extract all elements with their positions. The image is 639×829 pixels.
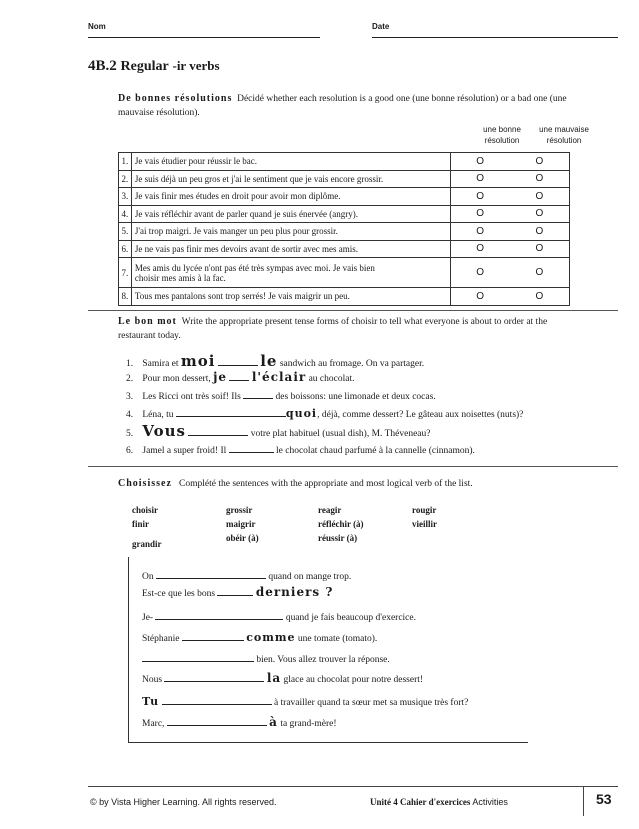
answer-blank[interactable] xyxy=(155,609,283,620)
answer-blank[interactable] xyxy=(229,442,274,453)
resolution-text: Je vais réfléchir avant de parler quand je suis énervée (angry). xyxy=(131,205,450,223)
name-label: Nom xyxy=(88,22,106,31)
list-item: 1. Samira et moi le sandwich au fromage. On va partager. xyxy=(126,352,425,370)
verb-column: grossir maigrir obéir (à) xyxy=(226,505,259,543)
answer-blank[interactable] xyxy=(162,694,272,705)
radio-bad[interactable]: O xyxy=(510,188,570,206)
list-item: 4. Léna, tu quoi, déjà, comme dessert? Le gâteau aux noisettes (nuts)? xyxy=(126,407,524,420)
handwritten-answer: quoi xyxy=(285,407,318,420)
answer-blank[interactable] xyxy=(182,630,244,641)
list-item: Est-ce que les bons derniers ? xyxy=(142,585,334,599)
section3-text: Complété the sentences with the appropriate and most logical verb of the list. xyxy=(179,479,473,489)
lesson-heading xyxy=(88,58,220,75)
table-row xyxy=(119,188,570,206)
list-item: 6. Jamel a super froid! Il le chocolat chaud parfumé à la cannelle (cinnamon). xyxy=(126,442,475,456)
col-good-header: une bonne résolution xyxy=(483,125,521,145)
table-row xyxy=(119,153,570,171)
row-number: 2. xyxy=(119,170,132,188)
handwritten-answer: Tu xyxy=(142,695,160,708)
radio-bad[interactable]: O xyxy=(510,223,570,241)
page-number: 53 xyxy=(596,791,612,807)
radio-good[interactable]: O xyxy=(450,205,510,223)
section2-text: Write the appropriate present tense forms of choisir to tell what everyone is about to order at the restaurant today. xyxy=(118,317,548,341)
handwritten-answer: le xyxy=(260,352,278,370)
radio-bad[interactable]: O xyxy=(510,288,570,306)
handwritten-answer: la xyxy=(266,671,282,685)
radio-bad[interactable]: O xyxy=(510,205,570,223)
footer-book: Unité 4 Cahier d'exercices Activities xyxy=(370,797,508,807)
verb-column: choisir finir grandir xyxy=(132,505,162,549)
row-number: 8. xyxy=(119,288,132,306)
row-number: 4. xyxy=(119,205,132,223)
row-number: 6. xyxy=(119,240,132,258)
resolution-text: Tous mes pantalons sont trop serrés! Je vais maigrir un peu. xyxy=(131,288,450,306)
radio-good[interactable]: O xyxy=(450,240,510,258)
list-item: Nous la glace au chocolat pour notre dessert! xyxy=(142,671,424,685)
handwritten-answer: derniers ? xyxy=(255,585,334,599)
table-row xyxy=(119,205,570,223)
lesson-number: 4B.2 xyxy=(88,58,117,74)
list-item: 2. Pour mon dessert, je l'éclair au chocolat. xyxy=(126,370,355,384)
handwritten-answer: Vous xyxy=(142,422,186,440)
date-label: Date xyxy=(372,22,390,31)
lesson-title: Regular xyxy=(120,59,169,74)
resolution-text: Je vais étudier pour réussir le bac. xyxy=(131,153,450,171)
section1-title: De bonnes résolutions xyxy=(118,93,233,104)
section3-title: Choisissez xyxy=(118,478,172,489)
resolution-text: Mes amis du lycée n'ont pas été très sympas avec moi. Je vais bien choisir mes amis à la fac. xyxy=(131,258,450,288)
list-item: Je- quand je fais beaucoup d'exercice. xyxy=(142,609,416,623)
verb-column: rougir vieillir xyxy=(412,505,437,529)
answer-blank[interactable] xyxy=(176,406,286,417)
list-item: On quand on mange trop. xyxy=(142,568,351,582)
section1-instructions xyxy=(118,92,570,120)
answer-blank[interactable] xyxy=(217,585,253,596)
section3-instructions xyxy=(118,477,570,491)
answer-blank[interactable] xyxy=(243,388,273,399)
table-row xyxy=(119,223,570,241)
footer-divider xyxy=(583,786,584,816)
radio-good[interactable]: O xyxy=(450,153,510,171)
verb-column: reagir réfléchir (à) réussir (à) xyxy=(318,505,364,543)
resolution-text: J'ai trop maigri. Je vais manger un peu plus pour grossir. xyxy=(131,223,450,241)
table-row xyxy=(119,170,570,188)
divider xyxy=(88,310,618,311)
answer-blank[interactable] xyxy=(142,651,254,662)
radio-bad[interactable]: O xyxy=(510,170,570,188)
resolution-text: Je suis déjà un peu gros et j'ai le sentiment que je vais encore grossir. xyxy=(131,170,450,188)
list-item: bien. Vous allez trouver la réponse. xyxy=(142,651,390,665)
radio-good[interactable]: O xyxy=(450,188,510,206)
radio-good[interactable]: O xyxy=(450,288,510,306)
list-item: Marc, à ta grand-mère! xyxy=(142,715,337,729)
section1-text: Décidé whether each resolution is a good one (une bonne résolution) or a bad one (une mauvaise résolution). xyxy=(118,94,567,118)
resolution-text: Je ne vais pas finir mes devoirs avant de sortir avec mes amis. xyxy=(131,240,450,258)
section2-title: Le bon mot xyxy=(118,316,177,327)
radio-bad[interactable]: O xyxy=(510,258,570,288)
handwritten-answer: à xyxy=(269,715,278,729)
col-bad-header: une mauvaise résolution xyxy=(539,125,589,145)
divider xyxy=(88,466,618,467)
copyright: © by Vista Higher Learning. All rights reserved. xyxy=(90,797,277,807)
radio-good[interactable]: O xyxy=(450,170,510,188)
list-item: 3. Les Ricci ont très soif! Ils des boissons: une limonade et deux cocas. xyxy=(126,388,436,402)
table-row xyxy=(119,240,570,258)
radio-bad[interactable]: O xyxy=(510,153,570,171)
table-row xyxy=(119,288,570,306)
answer-blank[interactable] xyxy=(229,370,249,381)
row-number: 7. xyxy=(119,258,132,288)
radio-good[interactable]: O xyxy=(450,258,510,288)
row-number: 1. xyxy=(119,153,132,171)
radio-good[interactable]: O xyxy=(450,223,510,241)
name-line[interactable] xyxy=(88,37,320,38)
answer-blank[interactable] xyxy=(218,355,258,366)
answer-blank[interactable] xyxy=(156,568,266,579)
row-number: 5. xyxy=(119,223,132,241)
radio-bad[interactable]: O xyxy=(510,240,570,258)
answer-blank[interactable] xyxy=(188,425,248,436)
section2-instructions xyxy=(118,315,570,343)
resolution-text: Je vais finir mes études en droit pour avoir mon diplôme. xyxy=(131,188,450,206)
handwritten-answer: comme xyxy=(246,631,296,644)
lesson-suffix: -ir verbs xyxy=(172,58,220,73)
list-item: 5. Vous votre plat habituel (usual dish), M. Théveneau? xyxy=(126,422,431,440)
row-number: 3. xyxy=(119,188,132,206)
answer-blank[interactable] xyxy=(164,671,264,682)
list-item: Tu à travailler quand ta sœur met sa musique très fort? xyxy=(142,695,469,708)
resolutions-table xyxy=(118,152,570,306)
list-item: Stéphanie comme une tomate (tomato). xyxy=(142,631,378,644)
handwritten-answer: l'éclair xyxy=(251,370,307,384)
handwritten-answer: moi xyxy=(180,352,216,370)
date-line[interactable] xyxy=(372,37,618,38)
table-row xyxy=(119,258,570,288)
handwritten-answer: je xyxy=(213,370,228,384)
answer-blank[interactable] xyxy=(167,715,267,726)
